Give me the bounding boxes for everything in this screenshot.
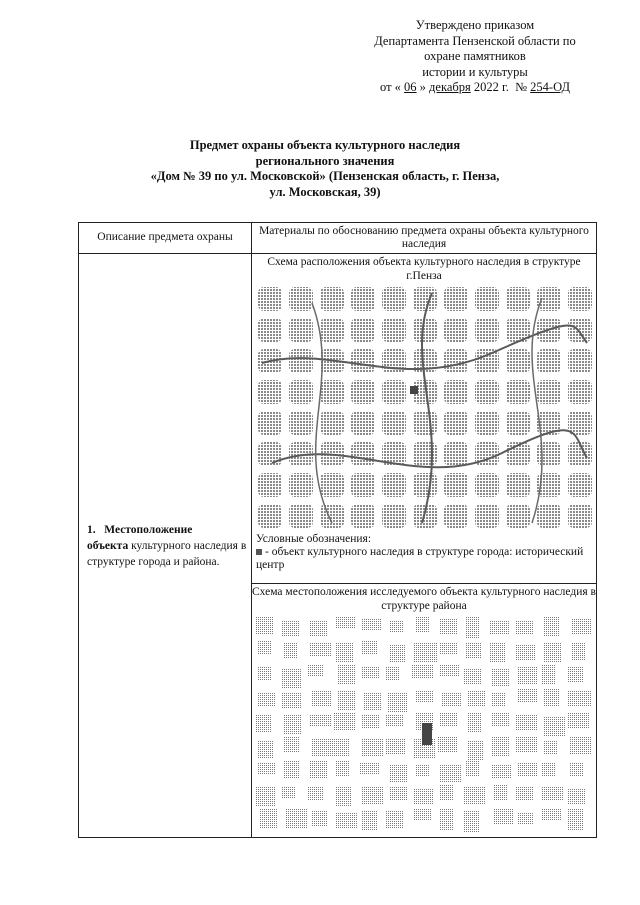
map-block [444, 473, 468, 497]
map-block [493, 809, 513, 824]
legend-item [256, 546, 596, 572]
map-block [491, 668, 509, 687]
title-line-4: ул. Московская, 39) [269, 184, 381, 199]
map-block [444, 504, 468, 528]
map-block [256, 715, 271, 733]
map-block [568, 504, 592, 528]
map-block [475, 349, 499, 373]
map-block [320, 380, 344, 404]
map-block [413, 318, 437, 342]
legend [252, 533, 596, 572]
map-block [289, 411, 313, 435]
map-block [439, 665, 459, 677]
map-block [568, 667, 583, 682]
map-block [351, 318, 375, 342]
map-block [363, 692, 381, 711]
map-block [382, 318, 406, 342]
heritage-object-marker [410, 386, 418, 394]
map-block [537, 442, 561, 466]
map-block [334, 713, 356, 730]
legend-marker-icon [256, 549, 262, 555]
map-block [475, 473, 499, 497]
map-block [444, 318, 468, 342]
item-description-cell [79, 254, 252, 838]
map-block [351, 504, 375, 528]
map-block [543, 617, 559, 637]
map-block [506, 411, 530, 435]
map-block [490, 642, 506, 663]
map-block [309, 620, 328, 636]
map-block [389, 764, 407, 782]
col1-header: Описание предмета охраны [79, 223, 252, 254]
map-block [258, 287, 282, 311]
item-text: культурного наследия в структуре города и района. [87, 539, 247, 568]
map-block [542, 786, 563, 801]
map-block [258, 667, 272, 680]
map-block [256, 786, 275, 807]
map-block [475, 318, 499, 342]
map-block [351, 411, 375, 435]
legend-title: Условные обозначения: [256, 533, 372, 545]
approval-line-2: Департамента Пензенской области по [374, 33, 576, 48]
map-block [334, 739, 350, 756]
map-block [413, 442, 437, 466]
map-block [413, 788, 433, 804]
map-block [284, 643, 298, 659]
map-block [258, 740, 273, 759]
map-block [258, 318, 282, 342]
map-block [311, 739, 334, 757]
date-year: 2022 г. [473, 80, 509, 94]
map-block [518, 689, 538, 702]
map-block [289, 287, 313, 311]
map2-cell [252, 584, 597, 838]
map-block [282, 668, 302, 688]
map-block [320, 504, 344, 528]
map-block [516, 786, 533, 800]
map-block [467, 713, 482, 732]
map-block [311, 811, 328, 826]
map-block [320, 318, 344, 342]
map-block [517, 666, 538, 684]
city-map [252, 283, 596, 533]
approval-line-4: истории и культуры [422, 64, 528, 79]
map-block [516, 620, 533, 635]
map-block [475, 411, 499, 435]
map-block [351, 442, 375, 466]
map-block [259, 809, 277, 828]
map-block [282, 620, 300, 637]
map-block [464, 811, 480, 832]
map-block [444, 411, 468, 435]
map-block [444, 349, 468, 373]
map-block [311, 691, 331, 707]
map-block [465, 617, 480, 638]
map-block [309, 714, 331, 727]
map-block [289, 473, 313, 497]
map-block [568, 690, 591, 707]
map-block [568, 788, 586, 805]
map-block [415, 617, 430, 633]
title-line-3: «Дом № 39 по ул. Московской» (Пензенская область, г. Пенза, [150, 169, 500, 183]
map-block [571, 642, 586, 661]
number-prefix: № [515, 80, 528, 94]
map-block [568, 318, 592, 342]
map-block [362, 811, 377, 830]
map-block [568, 287, 592, 311]
item-bold-1: Местоположение [104, 523, 193, 536]
map-block [568, 473, 592, 497]
legend-item-text: - объект культурного наследия в структуре города: исторический центр [256, 546, 584, 571]
col2-header: Материалы по обоснованию предмета охраны объекта культурного наследия [252, 223, 597, 254]
item-description [83, 522, 247, 570]
map-block [362, 618, 382, 631]
map-block [308, 665, 323, 677]
map-block [360, 762, 380, 774]
map-block [413, 411, 437, 435]
map-block [412, 665, 433, 678]
approval-block [330, 18, 620, 96]
item-bold-2: объекта [87, 539, 129, 552]
map-block [415, 691, 433, 703]
map-block [542, 665, 556, 685]
map2-title: Схема местоположения исследуемого объекта культурного наследия в структуре района [252, 586, 596, 612]
map-block [258, 504, 282, 528]
map-block [351, 349, 375, 373]
map-block [361, 738, 384, 756]
map-block [438, 737, 458, 752]
map-block [440, 809, 454, 830]
map-block [258, 692, 276, 707]
title-line-1: Предмет охраны объекта культурного наследия [189, 138, 461, 152]
city-blocks [258, 287, 592, 528]
map-block [388, 692, 407, 713]
map-block [320, 411, 344, 435]
map-block [382, 473, 406, 497]
map-block [309, 761, 328, 779]
map-block [335, 761, 349, 777]
map-block [467, 691, 486, 707]
map-block [308, 786, 323, 801]
map-block [571, 619, 591, 635]
map-block [337, 690, 355, 711]
map-block [516, 715, 537, 731]
map-block [289, 349, 313, 373]
map1-title: Схема расположения объекта культурного наследия в структуре г.Пенза [267, 256, 581, 282]
map-block [506, 504, 530, 528]
map-block [466, 643, 482, 658]
map-block [444, 380, 468, 404]
map-block [570, 737, 592, 755]
map-block [415, 764, 430, 776]
order-number: 254-ОД [530, 80, 570, 94]
map-block [284, 761, 300, 778]
map-block [444, 442, 468, 466]
map-block [444, 287, 468, 311]
map-block [516, 737, 538, 752]
map-block [413, 473, 437, 497]
map-block [361, 666, 379, 678]
map-block [464, 787, 485, 805]
map-block [568, 809, 584, 830]
map-block [439, 713, 457, 727]
map-block [285, 809, 308, 828]
map-block [382, 287, 406, 311]
map-block [283, 737, 299, 752]
map-block [542, 762, 556, 776]
map-block [440, 764, 462, 783]
map-block [493, 785, 508, 801]
map-block [386, 738, 405, 755]
map-block [382, 411, 406, 435]
map-block [464, 668, 482, 684]
map-block [466, 761, 480, 776]
map-block [543, 716, 565, 737]
map-block [506, 349, 530, 373]
map-block [258, 473, 282, 497]
map-block [386, 715, 403, 727]
map-block [413, 287, 437, 311]
map-block [351, 287, 375, 311]
map-block [439, 642, 458, 654]
map-block [543, 740, 557, 755]
map-block [537, 380, 561, 404]
map-block [490, 620, 509, 635]
map-block [439, 785, 454, 801]
map-block [256, 617, 274, 634]
map-block [282, 692, 301, 708]
map-block [351, 473, 375, 497]
map-block [537, 287, 561, 311]
map-block [537, 349, 561, 373]
map1-cell [252, 254, 597, 584]
map-block [475, 504, 499, 528]
map-block [289, 380, 313, 404]
date-mid: » [419, 80, 426, 94]
map-block [257, 762, 275, 775]
map-block [491, 713, 510, 727]
document-title [100, 138, 550, 200]
map-block [518, 812, 533, 824]
map-block [335, 812, 357, 828]
map-block [361, 787, 383, 805]
map-block [335, 787, 352, 807]
map-block [491, 737, 509, 757]
map-block [543, 689, 559, 706]
map-block [257, 641, 272, 655]
map-block [491, 692, 505, 707]
map-block [491, 764, 511, 779]
map-block [386, 810, 403, 828]
map-block [389, 620, 404, 632]
approval-line-3: охране памятников [424, 49, 526, 63]
date-day: 06 [404, 80, 417, 94]
map-block [289, 318, 313, 342]
date-prefix: от « [379, 80, 401, 94]
map-block [282, 786, 296, 799]
heritage-object-marker [422, 723, 432, 745]
map-block [440, 618, 458, 635]
map-block [361, 715, 379, 729]
item-number: 1. [87, 523, 96, 536]
map-block [568, 380, 592, 404]
map-block [467, 740, 484, 761]
approval-date-line [330, 80, 620, 96]
map-block [258, 380, 282, 404]
map-block [337, 665, 356, 685]
map-block [414, 809, 431, 821]
district-map [252, 613, 596, 833]
map-block [506, 380, 530, 404]
map-block [544, 642, 562, 662]
map-block [362, 641, 378, 655]
map-block [258, 442, 282, 466]
map-block [382, 504, 406, 528]
map-block [320, 473, 344, 497]
date-month: декабря [429, 80, 471, 94]
map-block [506, 473, 530, 497]
map-block [386, 666, 400, 681]
map-block [289, 504, 313, 528]
title-line-2: регионального значения [255, 153, 395, 168]
map-block [320, 287, 344, 311]
map-block [569, 763, 583, 777]
map-block [258, 411, 282, 435]
map-block [284, 714, 301, 735]
map-block [382, 380, 406, 404]
map-block [335, 617, 355, 629]
map-block [506, 287, 530, 311]
map-block [518, 763, 537, 776]
map-block [516, 644, 535, 660]
map-block [309, 642, 332, 657]
approval-line-1: Утверждено приказом [415, 18, 535, 32]
map-block [414, 643, 437, 663]
map-block [389, 644, 405, 663]
map-block [568, 713, 590, 729]
map-block [389, 786, 407, 800]
map-block [351, 380, 375, 404]
map-block [537, 504, 561, 528]
protection-table [78, 222, 597, 838]
map-block [475, 287, 499, 311]
map-block [568, 349, 592, 373]
map-block [441, 692, 461, 707]
map-block [475, 380, 499, 404]
map-block [542, 809, 562, 821]
map-block [335, 642, 353, 662]
